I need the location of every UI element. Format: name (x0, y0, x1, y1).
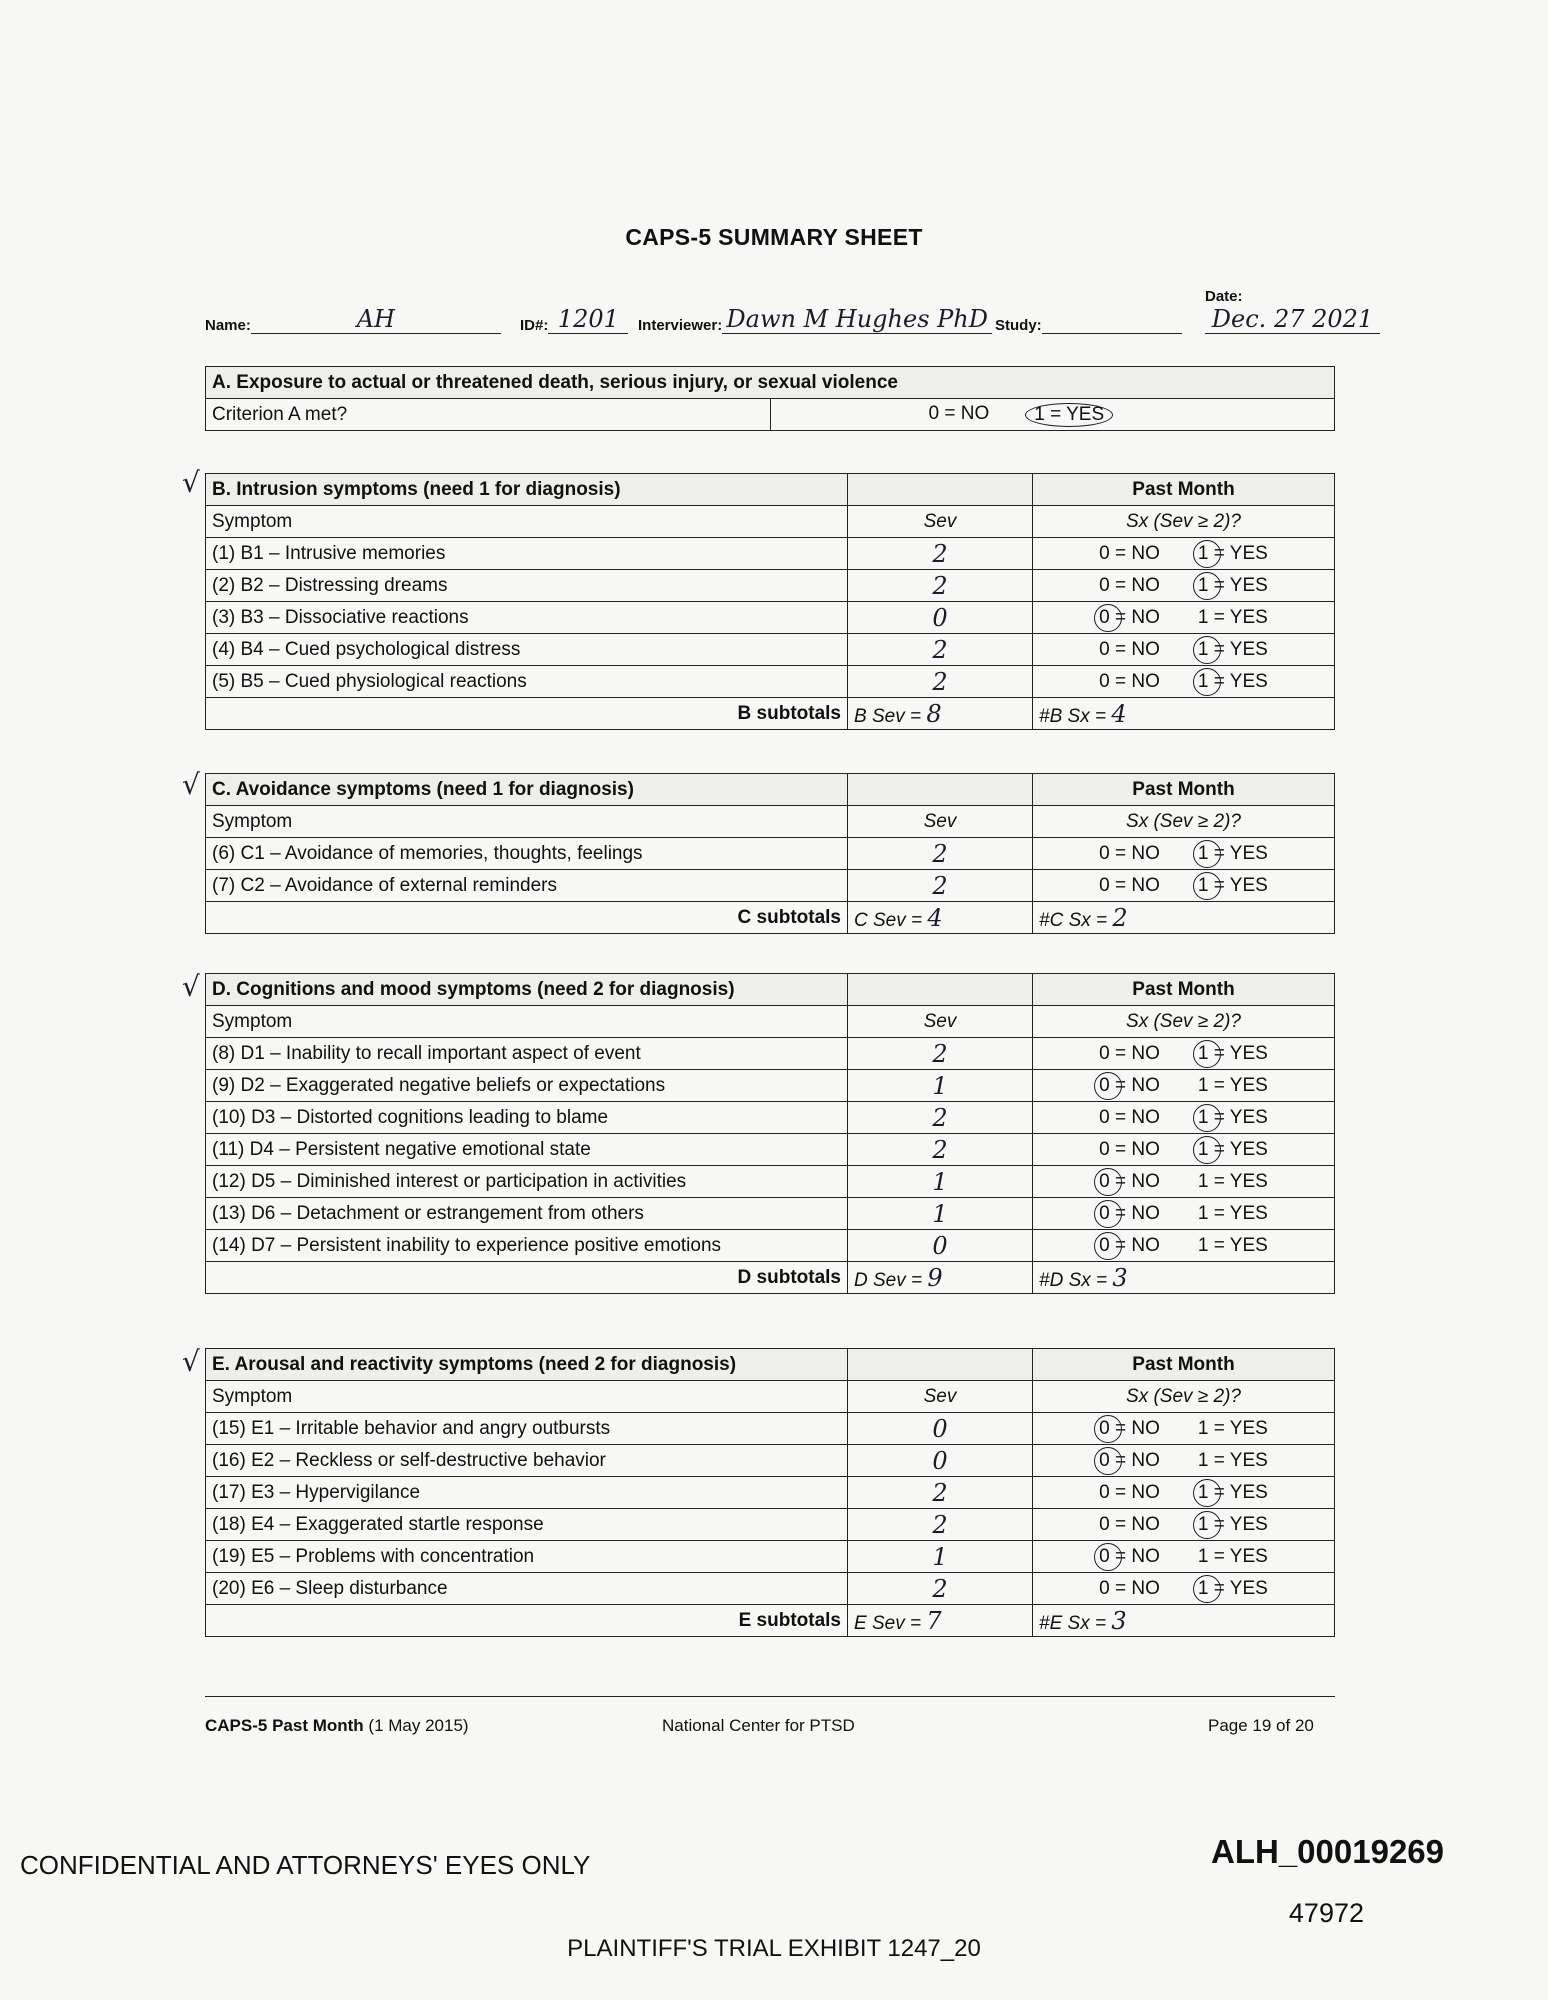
section-checkmark: √ (182, 768, 200, 801)
symptom-label: (7) C2 – Avoidance of external reminders (206, 870, 848, 902)
table-row (206, 870, 1335, 902)
sx-yes-option: 1 = YES (1197, 1106, 1268, 1128)
sx-answer (1033, 1445, 1335, 1477)
sx-yes-option: 1 = YES (1197, 1481, 1268, 1503)
sx-yes-option: 1 = YES (1197, 670, 1268, 692)
sx-no-option: 0 = NO (1099, 1234, 1160, 1256)
sx-answer (1033, 1070, 1335, 1102)
sx-yes-option: 1 = YES (1197, 874, 1268, 896)
sx-no-option: 0 = NO (1099, 1170, 1160, 1192)
sx-no-option: 0 = NO (1099, 1106, 1160, 1128)
sx-answer (1033, 1509, 1335, 1541)
footer-left: CAPS-5 Past Month (1 May 2015) (205, 1716, 469, 1735)
symptom-label: (2) B2 – Distressing dreams (206, 570, 848, 602)
sx-subtotal: #C Sx = 2 (1033, 902, 1335, 934)
date-value: Dec. 27 2021 (1205, 305, 1380, 334)
severity-rating: 2 (848, 1573, 1033, 1605)
section-heading-spacer (848, 474, 1033, 506)
sx-yes-option: 1 = YES (1197, 1449, 1268, 1471)
study-value (1042, 333, 1182, 334)
sev-subtotal: D Sev = 9 (848, 1262, 1033, 1294)
sx-column-header: Sx (Sev ≥ 2)? (1033, 1381, 1335, 1413)
criterion-answer (770, 399, 1335, 431)
symptom-label: (14) D7 – Persistent inability to experience positive emotions (206, 1230, 848, 1262)
severity-rating: 1 (848, 1070, 1033, 1102)
table-row (206, 570, 1335, 602)
sx-answer (1033, 1038, 1335, 1070)
id-field: ID#: 1201 (520, 305, 628, 334)
table-row (206, 1070, 1335, 1102)
section-a-table (205, 366, 1335, 431)
sx-answer (1033, 666, 1335, 698)
table-row (206, 1541, 1335, 1573)
past-month-header: Past Month (1033, 774, 1335, 806)
section-table (205, 973, 1335, 1294)
table-row (206, 1038, 1335, 1070)
sx-no-option: 0 = NO (1099, 1417, 1160, 1439)
sx-no-option: 0 = NO (1099, 1577, 1160, 1599)
sx-yes-option: 1 = YES (1197, 1417, 1268, 1439)
sx-no-option: 0 = NO (1099, 1449, 1160, 1471)
sx-yes-option: 1 = YES (1197, 638, 1268, 660)
sev-column-header: Sev (848, 1381, 1033, 1413)
sx-no-option: 0 = NO (1099, 1138, 1160, 1160)
study-field: Study: (995, 317, 1182, 334)
sx-yes-option: 1 = YES (1197, 1170, 1268, 1192)
severity-rating: 2 (848, 666, 1033, 698)
sx-column-header: Sx (Sev ≥ 2)? (1033, 1006, 1335, 1038)
sev-subtotal: E Sev = 7 (848, 1605, 1033, 1637)
symptom-label: (17) E3 – Hypervigilance (206, 1477, 848, 1509)
severity-rating: 2 (848, 538, 1033, 570)
severity-rating: 2 (848, 1509, 1033, 1541)
table-row (206, 1134, 1335, 1166)
severity-rating: 2 (848, 1038, 1033, 1070)
confidential-notice: CONFIDENTIAL AND ATTORNEYS' EYES ONLY (20, 1850, 591, 1880)
severity-rating: 2 (848, 1134, 1033, 1166)
severity-rating: 0 (848, 602, 1033, 634)
table-row (206, 1413, 1335, 1445)
sx-yes-option: 1 = YES (1197, 1545, 1268, 1567)
sx-subtotal-value: 3 (1111, 1606, 1127, 1635)
sx-no-option: 0 = NO (1099, 842, 1160, 864)
sx-answer (1033, 602, 1335, 634)
footer-center: National Center for PTSD (662, 1716, 855, 1735)
section-heading: C. Avoidance symptoms (need 1 for diagnosis) (206, 774, 848, 806)
section-table (205, 1348, 1335, 1637)
severity-rating: 1 (848, 1198, 1033, 1230)
symptom-column-header: Symptom (206, 806, 848, 838)
table-row (206, 666, 1335, 698)
severity-rating: 2 (848, 634, 1033, 666)
symptom-column-header: Symptom (206, 1381, 848, 1413)
section-checkmark: √ (182, 466, 200, 499)
sx-yes-option: 1 = YES (1197, 1042, 1268, 1064)
section-heading-spacer (848, 974, 1033, 1006)
page-title: CAPS-5 SUMMARY SHEET (625, 224, 923, 250)
table-row (206, 602, 1335, 634)
sev-subtotal-value: 7 (926, 1606, 942, 1635)
footer-divider (205, 1696, 1335, 1697)
header-fields (205, 288, 1374, 340)
symptom-column-header: Symptom (206, 506, 848, 538)
section-checkmark: √ (182, 970, 200, 1003)
section-checkmark: √ (182, 1345, 200, 1378)
sev-column-header: Sev (848, 806, 1033, 838)
sx-subtotal: #E Sx = 3 (1033, 1605, 1335, 1637)
sx-subtotal: #D Sx = 3 (1033, 1262, 1335, 1294)
sx-no-option: 0 = NO (1099, 638, 1160, 660)
symptom-label: (4) B4 – Cued psychological distress (206, 634, 848, 666)
criterion-no-option: 0 = NO (928, 402, 990, 424)
severity-rating: 1 (848, 1166, 1033, 1198)
symptom-column-header: Symptom (206, 1006, 848, 1038)
sx-answer (1033, 634, 1335, 666)
symptom-label: (8) D1 – Inability to recall important aspect of event (206, 1038, 848, 1070)
table-row (206, 1198, 1335, 1230)
sev-column-header: Sev (848, 1006, 1033, 1038)
sx-no-option: 0 = NO (1099, 1513, 1160, 1535)
section-heading-spacer (848, 1349, 1033, 1381)
footer-page-number: Page 19 of 20 (1208, 1716, 1314, 1735)
sx-no-option: 0 = NO (1099, 1545, 1160, 1567)
sx-yes-option: 1 = YES (1197, 1138, 1268, 1160)
section-table (205, 473, 1335, 730)
sx-answer (1033, 1166, 1335, 1198)
sx-yes-option: 1 = YES (1197, 1074, 1268, 1096)
severity-rating: 0 (848, 1230, 1033, 1262)
symptom-label: (13) D6 – Detachment or estrangement from others (206, 1198, 848, 1230)
subtotal-label: E subtotals (206, 1605, 848, 1637)
subtotal-label: D subtotals (206, 1262, 848, 1294)
sx-yes-option: 1 = YES (1197, 1234, 1268, 1256)
sx-yes-option: 1 = YES (1197, 1202, 1268, 1224)
sx-subtotal: #B Sx = 4 (1033, 698, 1335, 730)
interviewer-value: Dawn M Hughes PhD (722, 305, 992, 334)
section-heading: D. Cognitions and mood symptoms (need 2 for diagnosis) (206, 974, 848, 1006)
exhibit-label: PLAINTIFF'S TRIAL EXHIBIT 1247_20 (567, 1935, 981, 1962)
symptom-label: (18) E4 – Exaggerated startle response (206, 1509, 848, 1541)
sev-subtotal-value: 9 (927, 1263, 943, 1292)
table-row (206, 1477, 1335, 1509)
severity-rating: 2 (848, 1477, 1033, 1509)
sev-column-header: Sev (848, 506, 1033, 538)
subtotal-label: C subtotals (206, 902, 848, 934)
sx-no-option: 0 = NO (1099, 542, 1160, 564)
symptom-label: (16) E2 – Reckless or self-destructive behavior (206, 1445, 848, 1477)
criterion-label: Criterion A met? (206, 399, 771, 431)
id-value: 1201 (548, 305, 628, 334)
past-month-header: Past Month (1033, 1349, 1335, 1381)
severity-rating: 2 (848, 838, 1033, 870)
sx-yes-option: 1 = YES (1197, 1577, 1268, 1599)
symptom-label: (5) B5 – Cued physiological reactions (206, 666, 848, 698)
name-field: Name: AH (205, 305, 501, 334)
section-table (205, 773, 1335, 934)
symptom-label: (15) E1 – Irritable behavior and angry outbursts (206, 1413, 848, 1445)
severity-rating: 0 (848, 1413, 1033, 1445)
symptom-label: (12) D5 – Diminished interest or participation in activities (206, 1166, 848, 1198)
symptom-label: (3) B3 – Dissociative reactions (206, 602, 848, 634)
sx-no-option: 0 = NO (1099, 1042, 1160, 1064)
sx-column-header: Sx (Sev ≥ 2)? (1033, 806, 1335, 838)
symptom-label: (19) E5 – Problems with concentration (206, 1541, 848, 1573)
past-month-header: Past Month (1033, 474, 1335, 506)
date-field: Date:Dec. 27 2021 (1205, 288, 1380, 334)
sx-column-header: Sx (Sev ≥ 2)? (1033, 506, 1335, 538)
name-value: AH (251, 305, 501, 334)
document-number: 47972 (1288, 1898, 1364, 1928)
sx-answer (1033, 870, 1335, 902)
sx-answer (1033, 1541, 1335, 1573)
table-row (206, 1445, 1335, 1477)
table-row (206, 634, 1335, 666)
sx-answer (1033, 570, 1335, 602)
severity-rating: 1 (848, 1541, 1033, 1573)
table-row (206, 1102, 1335, 1134)
criterion-yes-option-circled: 1 = YES (1025, 403, 1113, 427)
subtotal-label: B subtotals (206, 698, 848, 730)
severity-rating: 2 (848, 1102, 1033, 1134)
table-row (206, 1509, 1335, 1541)
sx-answer (1033, 1477, 1335, 1509)
sx-no-option: 0 = NO (1099, 1481, 1160, 1503)
sx-no-option: 0 = NO (1099, 1074, 1160, 1096)
symptom-label: (9) D2 – Exaggerated negative beliefs or expectations (206, 1070, 848, 1102)
section-heading: B. Intrusion symptoms (need 1 for diagnosis) (206, 474, 848, 506)
sx-yes-option: 1 = YES (1197, 542, 1268, 564)
sx-answer (1033, 838, 1335, 870)
severity-rating: 2 (848, 570, 1033, 602)
interviewer-field: Interviewer: Dawn M Hughes PhD (638, 305, 992, 334)
sx-subtotal-value: 2 (1112, 903, 1128, 932)
past-month-header: Past Month (1033, 974, 1335, 1006)
sev-subtotal-value: 4 (927, 903, 943, 932)
table-row (206, 1230, 1335, 1262)
sx-answer (1033, 1230, 1335, 1262)
sev-subtotal-value: 8 (926, 699, 942, 728)
section-heading: E. Arousal and reactivity symptoms (need 2 for diagnosis) (206, 1349, 848, 1381)
severity-rating: 0 (848, 1445, 1033, 1477)
sx-no-option: 0 = NO (1099, 574, 1160, 596)
symptom-label: (20) E6 – Sleep disturbance (206, 1573, 848, 1605)
sx-subtotal-value: 3 (1112, 1263, 1128, 1292)
sev-subtotal: B Sev = 8 (848, 698, 1033, 730)
table-row (206, 838, 1335, 870)
symptom-label: (1) B1 – Intrusive memories (206, 538, 848, 570)
table-row (206, 1573, 1335, 1605)
table-row (206, 538, 1335, 570)
sx-no-option: 0 = NO (1099, 874, 1160, 896)
symptom-label: (10) D3 – Distorted cognitions leading to blame (206, 1102, 848, 1134)
sev-subtotal: C Sev = 4 (848, 902, 1033, 934)
table-row (206, 1166, 1335, 1198)
sx-yes-option: 1 = YES (1197, 574, 1268, 596)
sx-answer (1033, 1573, 1335, 1605)
sx-no-option: 0 = NO (1099, 606, 1160, 628)
sx-answer (1033, 1134, 1335, 1166)
sx-answer (1033, 1413, 1335, 1445)
bates-number: ALH_00019269 (1211, 1833, 1444, 1870)
sx-no-option: 0 = NO (1099, 670, 1160, 692)
sx-yes-option: 1 = YES (1197, 606, 1268, 628)
severity-rating: 2 (848, 870, 1033, 902)
section-a-heading: A. Exposure to actual or threatened death, serious injury, or sexual violence (206, 367, 1335, 399)
section-heading-spacer (848, 774, 1033, 806)
sx-answer (1033, 1102, 1335, 1134)
sx-answer (1033, 1198, 1335, 1230)
sx-yes-option: 1 = YES (1197, 842, 1268, 864)
sx-no-option: 0 = NO (1099, 1202, 1160, 1224)
sx-answer (1033, 538, 1335, 570)
sx-subtotal-value: 4 (1111, 699, 1127, 728)
symptom-label: (11) D4 – Persistent negative emotional state (206, 1134, 848, 1166)
symptom-label: (6) C1 – Avoidance of memories, thoughts, feelings (206, 838, 848, 870)
sx-yes-option: 1 = YES (1197, 1513, 1268, 1535)
